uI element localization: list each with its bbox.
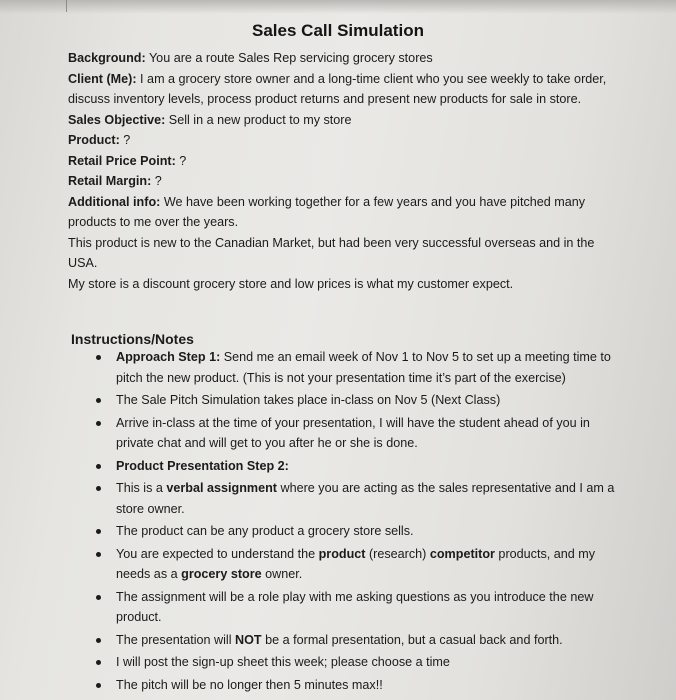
instructions-list [95, 347, 625, 697]
item-bold: NOT [235, 632, 262, 647]
item-text: The Sale Pitch Simulation takes place in-class on Nov 5 (Next Class) [116, 393, 501, 407]
page-title: Sales Call Simulation [252, 21, 424, 40]
item-text: where you are acting as the sales representative and I am a store owner. [116, 481, 615, 516]
background-text: You are a route Sales Rep servicing grocery stores [145, 51, 433, 65]
list-item [95, 652, 625, 673]
page-fold-line [66, 0, 67, 12]
additional-info-text: We have been working together for a few years and you have pitched many products to me over the years. [68, 194, 586, 229]
list-item [95, 478, 625, 519]
retail-margin-label: Retail Margin: [68, 174, 152, 188]
item-text: I will post the sign-up sheet this week; please choose a time [116, 655, 450, 669]
item-bold: Approach Step 1: [116, 350, 221, 364]
list-item [95, 413, 625, 454]
item-text: owner. [261, 567, 303, 581]
item-bold-2: competitor [429, 546, 495, 561]
client-label: Client (Me): [68, 71, 137, 86]
retail-price-line [68, 151, 626, 172]
item-pre: This is a [116, 481, 167, 495]
sales-objective-label: Sales Objective: [68, 112, 166, 127]
item-pre: You are expected to understand the [116, 546, 319, 561]
list-item [95, 456, 625, 477]
item-pre: The presentation will [116, 632, 236, 647]
sales-objective-text: Sell in a new product to my store [165, 112, 352, 127]
list-item [95, 675, 625, 696]
product-text: ? [119, 133, 131, 147]
list-item [95, 630, 625, 651]
background-label: Background: [68, 51, 146, 65]
list-item [95, 544, 625, 585]
retail-margin-line [68, 171, 626, 192]
instructions-heading: Instructions/Notes [71, 331, 194, 347]
item-bold: verbal assignment [166, 481, 277, 495]
retail-price-label: Retail Price Point: [68, 153, 176, 168]
item-bold-3: grocery store [181, 567, 262, 581]
item-text: The assignment will be a role play with me asking questions as you introduce the new product. [116, 589, 594, 624]
sales-objective-line [68, 110, 626, 131]
product-line [68, 130, 626, 151]
list-item [95, 390, 625, 411]
page-edge-shadow [0, 0, 676, 14]
retail-price-text: ? [175, 153, 187, 168]
additional-info-line [68, 192, 626, 233]
additional-info-label: Additional info: [68, 194, 161, 209]
item-mid-2: products, and my needs as a [116, 546, 596, 581]
item-text: The product can be any product a grocery store sells. [116, 524, 414, 538]
additional-info-line-2: This product is new to the Canadian Market, but had been very successful overseas and in the USA. [68, 235, 595, 270]
background-line [68, 48, 626, 69]
client-line [68, 69, 626, 110]
item-text: Arrive in-class at the time of your presentation, I will have the student ahead of you in private chat and will get to you after he or she is done. [116, 415, 590, 450]
item-bold: Product Presentation Step 2: [116, 458, 289, 473]
item-text: be a formal presentation, but a casual back and forth. [261, 632, 563, 647]
client-text: I am a grocery store owner and a long-time client who you see weekly to take order, discuss inventory levels, process product returns and present new products for sale in store. [68, 71, 607, 106]
list-item [95, 347, 625, 388]
item-text: Send me an email week of Nov 1 to Nov 5 to set up a meeting time to pitch the new product. (This is not your presentation time it’s part of the exercise) [116, 350, 611, 385]
product-label: Product: [68, 133, 120, 147]
list-item [95, 521, 625, 542]
item-text: The pitch will be no longer then 5 minutes max!! [116, 677, 383, 692]
scenario-details [68, 48, 626, 294]
list-item [95, 587, 625, 628]
retail-margin-text: ? [151, 174, 162, 188]
item-mid: (research) [365, 546, 430, 561]
item-bold: product [318, 546, 366, 561]
additional-info-line-3: My store is a discount grocery store and low prices is what my customer expect. [68, 276, 514, 291]
